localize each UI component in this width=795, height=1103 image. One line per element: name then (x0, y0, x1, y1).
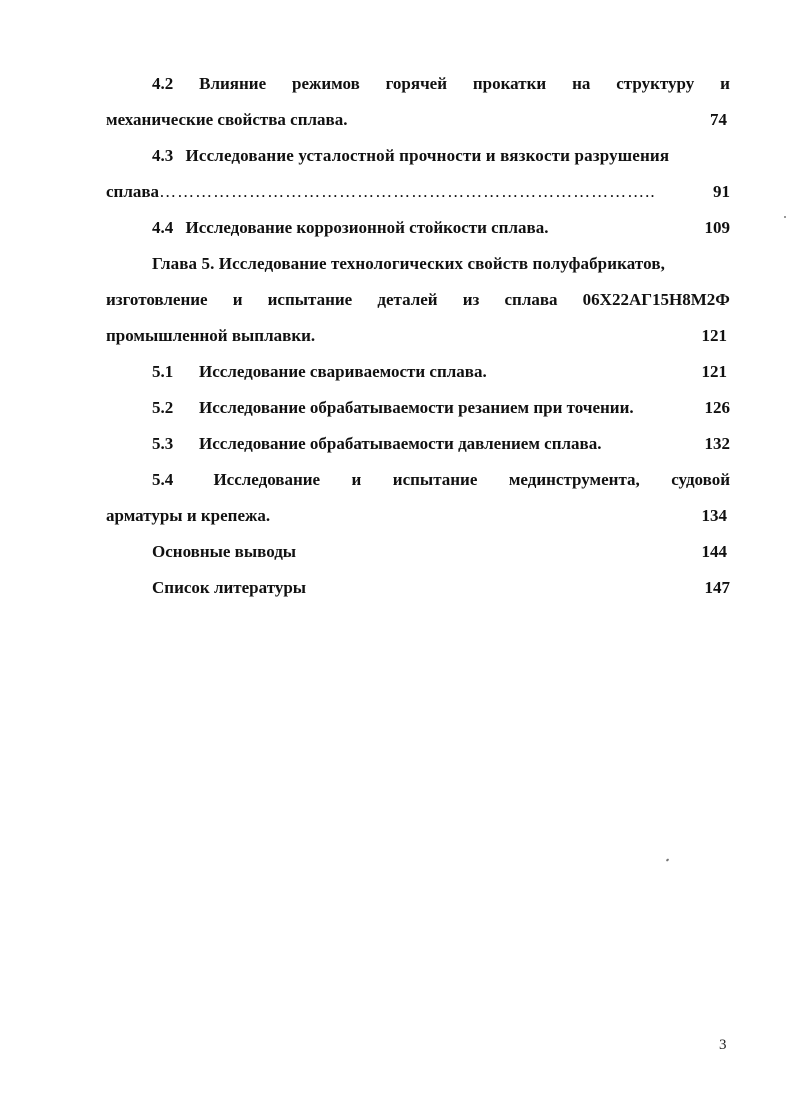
toc-word: режимов (292, 74, 360, 93)
toc-page-number: 134 (701, 506, 727, 525)
toc-entry-number: 5.3 (152, 434, 174, 453)
toc-entry-title: арматуры и крепежа. (106, 506, 271, 525)
toc-page-number: 126 (704, 398, 730, 417)
toc-entry-conclusions (106, 540, 730, 576)
toc-entry-5-3 (106, 432, 730, 468)
toc-entry-4-3-line1 (106, 144, 730, 180)
toc-word: Влияние (199, 74, 267, 93)
toc-entry-title: Исследование обрабатываемости резанием при точении. (199, 398, 634, 417)
toc-entry-4-2-line1 (106, 72, 730, 108)
toc-chapter-5-line1 (106, 252, 730, 288)
toc-entry-5-1 (106, 360, 730, 396)
toc-word: и (720, 74, 730, 93)
toc-word: структуру (616, 74, 695, 93)
toc-entry-number: 4.4 (152, 218, 174, 237)
toc-word: изготовление (106, 290, 208, 309)
toc-word: испытание (267, 290, 353, 309)
toc-entry-number: 5.4 (152, 470, 174, 489)
toc-entry-5-4-line1 (106, 468, 730, 504)
toc-entry-number: 4.2 (152, 74, 174, 93)
toc-leader-dots: ……………………………………………………………………….. (159, 182, 656, 201)
toc-word: деталей (377, 290, 438, 309)
toc-word: прокатки (472, 74, 547, 93)
toc-entry-title: сплава (106, 182, 160, 201)
toc-page-number: 147 (704, 578, 730, 597)
table-of-contents (106, 72, 730, 612)
toc-chapter-title: Глава 5. Исследование технологических свойств полуфабрикатов, (152, 254, 665, 273)
toc-entry-title: Список литературы (152, 578, 307, 597)
toc-word: 06Х22АГ15Н8М2Ф (582, 290, 730, 309)
toc-entry-4-3-line2 (106, 180, 730, 216)
page-number: 3 (719, 1037, 727, 1053)
toc-page-number: 91 (705, 180, 730, 204)
toc-word: горячей (385, 74, 448, 93)
toc-entry-title: механические свойства сплава. (106, 110, 348, 129)
toc-word: и (351, 470, 362, 489)
scan-speck (784, 216, 786, 218)
toc-entry-number: 5.2 (152, 398, 174, 417)
toc-entry-title: Исследование коррозионной стойкости сплава. (185, 218, 549, 237)
toc-page-number: 74 (710, 110, 727, 129)
toc-entry-title: Исследование обрабатываемости давлением сплава. (199, 434, 602, 453)
toc-word: из (462, 290, 480, 309)
toc-entry-4-2-line2 (106, 108, 730, 144)
toc-chapter-title: промышленной выплавки. (106, 326, 316, 345)
toc-word: и (232, 290, 243, 309)
toc-entry-5-4-line2 (106, 504, 730, 540)
toc-word: сплава (504, 290, 558, 309)
toc-entry-title: Исследование свариваемости сплава. (199, 362, 487, 381)
toc-page-number: 144 (701, 542, 727, 561)
scan-speck (666, 858, 670, 861)
toc-entry-number: 4.3 (152, 146, 174, 165)
toc-page-number: 121 (701, 362, 727, 381)
toc-entry-4-4 (106, 216, 730, 252)
toc-page-number: 109 (704, 218, 730, 237)
toc-word: испытание (392, 470, 478, 489)
toc-chapter-5-line2 (106, 288, 730, 324)
toc-entry-number: 5.1 (152, 362, 174, 381)
toc-entry-title: Исследование усталостной прочности и вязкости разрушения (185, 146, 670, 165)
toc-word: Исследование (213, 470, 321, 489)
toc-entry-references (106, 576, 730, 612)
toc-word: судовой (671, 470, 730, 489)
toc-chapter-5-line3 (106, 324, 730, 360)
toc-word: мединструмента, (508, 470, 640, 489)
toc-entry-title: Основные выводы (152, 542, 297, 561)
toc-page-number: 132 (704, 434, 730, 453)
toc-page-number: 121 (701, 326, 727, 345)
toc-word: на (572, 74, 591, 93)
toc-entry-5-2 (106, 396, 730, 432)
